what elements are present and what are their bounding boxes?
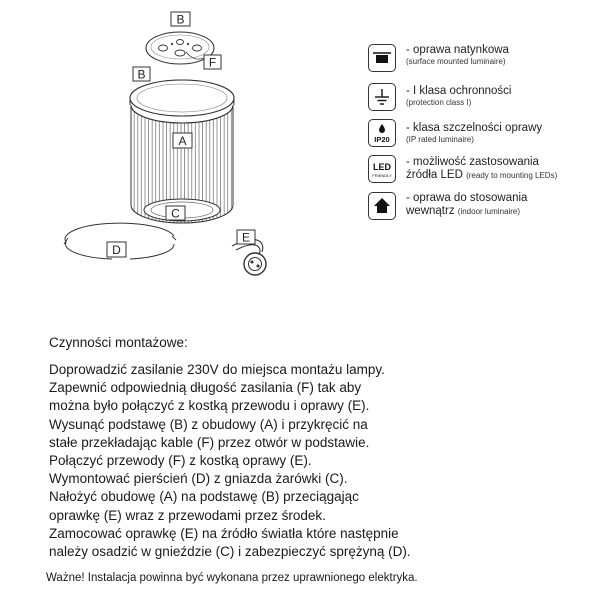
indoor-house-icon	[368, 192, 396, 220]
label-f: F	[208, 55, 217, 70]
instructions-heading: Czynności montażowe:	[49, 335, 188, 350]
legend-text-line2	[406, 169, 600, 182]
led-icon-sublabel: FRIENDLY	[372, 173, 392, 178]
surface-mounted-icon	[368, 44, 396, 72]
led-friendly-icon	[368, 155, 396, 183]
instruction-line: można było połączyć z kostką przewodu i oprawy (E).	[49, 398, 370, 414]
mounting-instructions	[49, 334, 569, 561]
housing-top-rim	[130, 80, 234, 116]
legend-subtext: (ready to mounting LEDs)	[466, 171, 558, 180]
legend-text-2: źródła LED	[406, 169, 463, 181]
label-e: E	[241, 230, 251, 245]
assembly-diagram	[0, 0, 340, 300]
label-d: D	[112, 243, 121, 257]
legend-text: - oprawa do stosowania	[406, 192, 528, 204]
instruction-line: stałe przekładając kable (F) przez otwór w podstawie.	[49, 434, 370, 450]
instruction-line: Zapewnić odpowiednią długość zasilania (F) tak aby	[49, 380, 362, 396]
legend-text: - I klasa ochronności	[406, 85, 512, 97]
lamp-holder-with-wires	[232, 239, 266, 275]
legend-text-line2	[406, 205, 600, 218]
protection-class-icon	[368, 83, 396, 111]
label-b-side: B	[137, 67, 146, 82]
legend-subtext: (indoor luminaire)	[457, 207, 521, 216]
instruction-line: należy osadzić w gnieździe (C) i zabezpieczyć sprężyną (D).	[49, 544, 411, 560]
legend-subtext: (surface mounted luminaire)	[406, 57, 506, 66]
instruction-line: oprawkę (E) wraz z przewodami przez środek.	[49, 507, 326, 523]
legend-subtext: (IP rated luminaire)	[406, 135, 474, 144]
legend-text: - możliwość zastosowania	[406, 156, 539, 168]
ip20-icon	[368, 119, 396, 147]
label-a: A	[178, 134, 187, 148]
instruction-line: Nałożyć obudowę (A) na podstawę (B) przeciągając	[49, 489, 359, 505]
label-b-top: B	[176, 12, 185, 27]
label-c: C	[171, 206, 180, 221]
legend-text-2: wewnątrz	[406, 205, 455, 217]
instruction-line: Wymontować pierścień (D) z gniazda żarówki (C).	[49, 471, 348, 487]
instruction-line: Doprowadzić zasilanie 230V do miejsca montażu lampy.	[49, 362, 385, 377]
legend-text: - oprawa natynkowa	[406, 44, 509, 56]
instruction-line: Zamocować oprawkę (E) na źródło światła które następnie	[49, 525, 399, 541]
led-icon-label: LED	[373, 162, 391, 172]
legend-subtext: (protection class I)	[406, 98, 472, 107]
electrician-warning: Ważne! Instalacja powinna być wykonana przez uprawnionego elektryka.	[46, 572, 418, 584]
instruction-line: Wysunąć podstawę (B) z obudowy (A) i przykręcić na	[49, 416, 368, 432]
instruction-line: Połączyć przewody (F) z kostką oprawy (E).	[49, 453, 312, 469]
legend-text: - klasa szczelności oprawy	[406, 122, 543, 134]
ip20-icon-label: IP20	[374, 135, 390, 144]
